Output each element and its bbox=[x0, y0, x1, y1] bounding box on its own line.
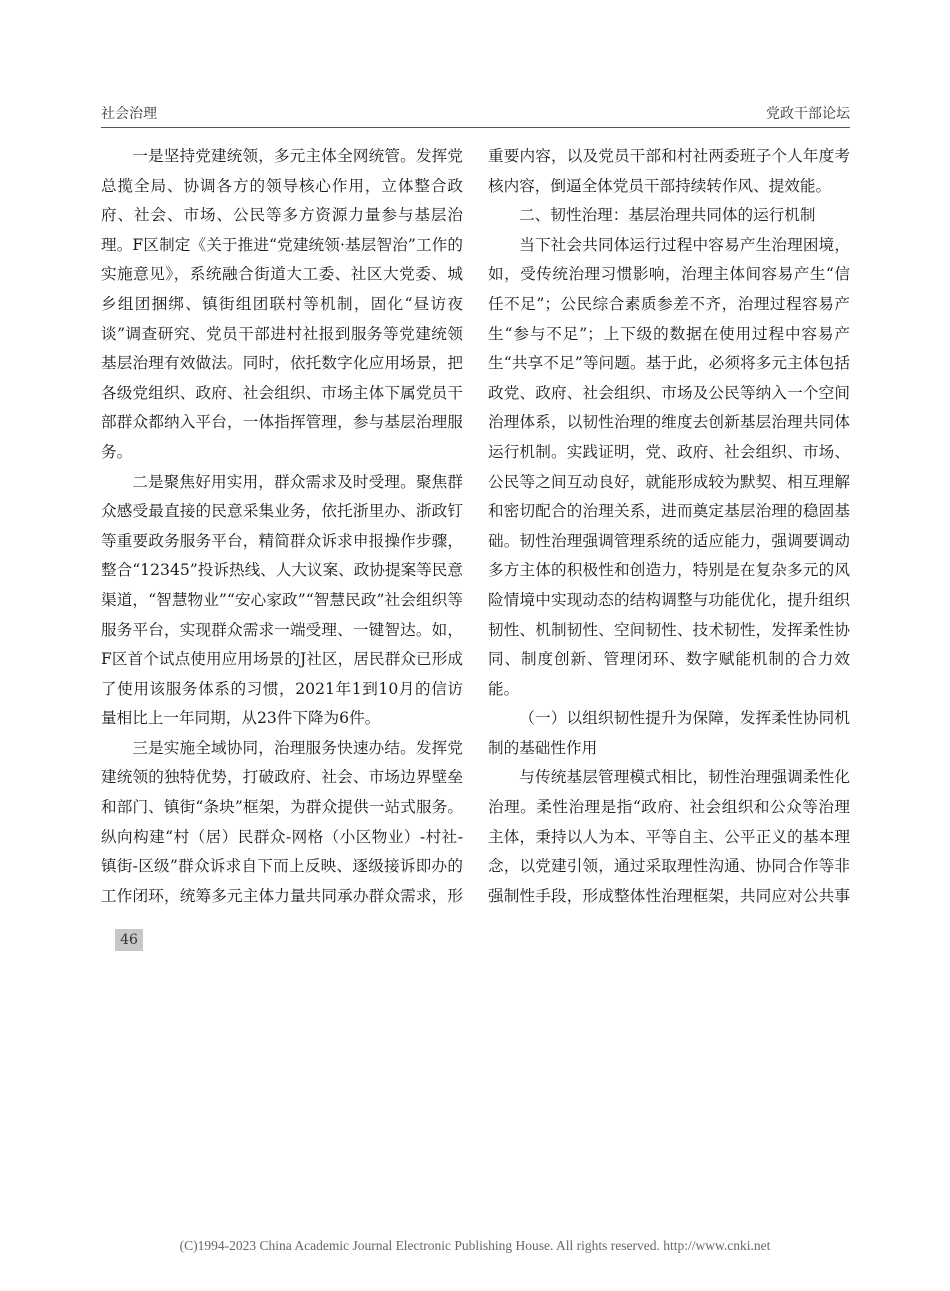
paragraph-1: 一是坚持党建统领，多元主体全网统管。发挥党总揽全局、协调各方的领导核心作用，立体整合政府、社会、市场、公民等多方资源力量参与基层治理。F区制定《关于推进“党建统领·基层智治”工作的实施意见》，系统融合街道大工委、社区大党委、城乡组团捆绑、镇街组团联村等机制，固化“昼访夜谈”调查研究、党员干部进村社报到服务等党建统领基层治理有效做法。同时，依托数字化应用场景，把各级党组织、政府、社会组织、市场主体下属党员干部群众都纳入平台，一体指挥管理，参与基层治理服务。 bbox=[101, 147, 463, 461]
continuation-paragraph: 重要内容，以及党员干部和村社两委班子个人年度考核内容，倒逼全体党员干部持续转作风、提效能。 bbox=[488, 147, 850, 195]
paragraph-3: 三是实施全域协同，治理服务快速办结。发挥党建统领的独特优势，打破政府、社会、市场边界壁垒和部门、镇街“条块”框架，为群众提供一站式服务。纵向构建“村（居）民群众-网格（小区物业）-村社-镇街-区级”群众诉求自下而上反映、逐级接诉即办的工作闭环，统筹多元主体力量共同承办群众需求，形 bbox=[101, 738, 463, 905]
paragraph-5: 当下社会共同体运行过程中容易产生治理困境，如，受传统治理习惯影响，治理主体间容易产生“信任不足”；公民综合素质参差不齐，治理过程容易产生“参与不足”；上下级的数据在使用过程中容易产生“共享不足”等问题。基于此，必须将多元主体包括政党、政府、社会组织、市场及公民等纳入一个空间治理体系，以韧性治理的维度去创新基层治理共同体运行机制。实践证明，党、政府、社会组织、市场、公民等之间互动良好，就能形成较为默契、相互理解和密切配合的治理关系，进而奠定基层治理的稳固基础。韧性治理强调管理系统的适应能力，强调要调动多方主体的积极性和创造力，特别是在复杂多元的风险情境中实现动态的结构调整与功能优化，提升组织韧性、机制韧性、空间韧性、技术韧性，发挥柔性协同、制度创新、管理闭环、数字赋能机制的合力效能。 bbox=[488, 235, 850, 698]
section-heading: 二、韧性治理：基层治理共同体的运行机制 bbox=[519, 206, 816, 225]
right-column bbox=[488, 142, 850, 912]
paragraph-6: 与传统基层管理模式相比，韧性治理强调柔性化治理。柔性治理是指“政府、社会组织和公众等治理主体，秉持以人为本、平等自主、公平正义的基本理念，以党建引领，通过采取理性沟通、协同合作等非强制性手段，形成整体性治理框架，共同应对公共事 bbox=[488, 768, 850, 905]
page-number: 46 bbox=[115, 929, 143, 951]
subheading: （一）以组织韧性提升为保障，发挥柔性协同机制的基础性作用 bbox=[488, 709, 850, 757]
left-column bbox=[101, 142, 463, 912]
journal-name: 党政干部论坛 bbox=[766, 106, 850, 122]
copyright-footer: (C)1994-2023 China Academic Journal Electronic Publishing House. All rights reserved. http://www.cnki.net bbox=[179, 1238, 771, 1253]
section-label: 社会治理 bbox=[101, 106, 157, 122]
paragraph-2: 二是聚焦好用实用，群众需求及时受理。聚焦群众感受最直接的民意采集业务，依托浙里办、浙政钉等重要政务服务平台，精简群众诉求申报操作步骤，整合“12345”投诉热线、人大议案、政协提案等民意渠道，“智慧物业”“安心家政”“智慧民政”社会组织等服务平台，实现群众需求一端受理、一键智达。如，F区首个试点使用应用场景的J社区，居民群众已形成了使用该服务体系的习惯，2021年1到10月的信访量相比上一年同期，从23件下降为6件。 bbox=[101, 472, 463, 728]
header-rule bbox=[101, 127, 850, 128]
